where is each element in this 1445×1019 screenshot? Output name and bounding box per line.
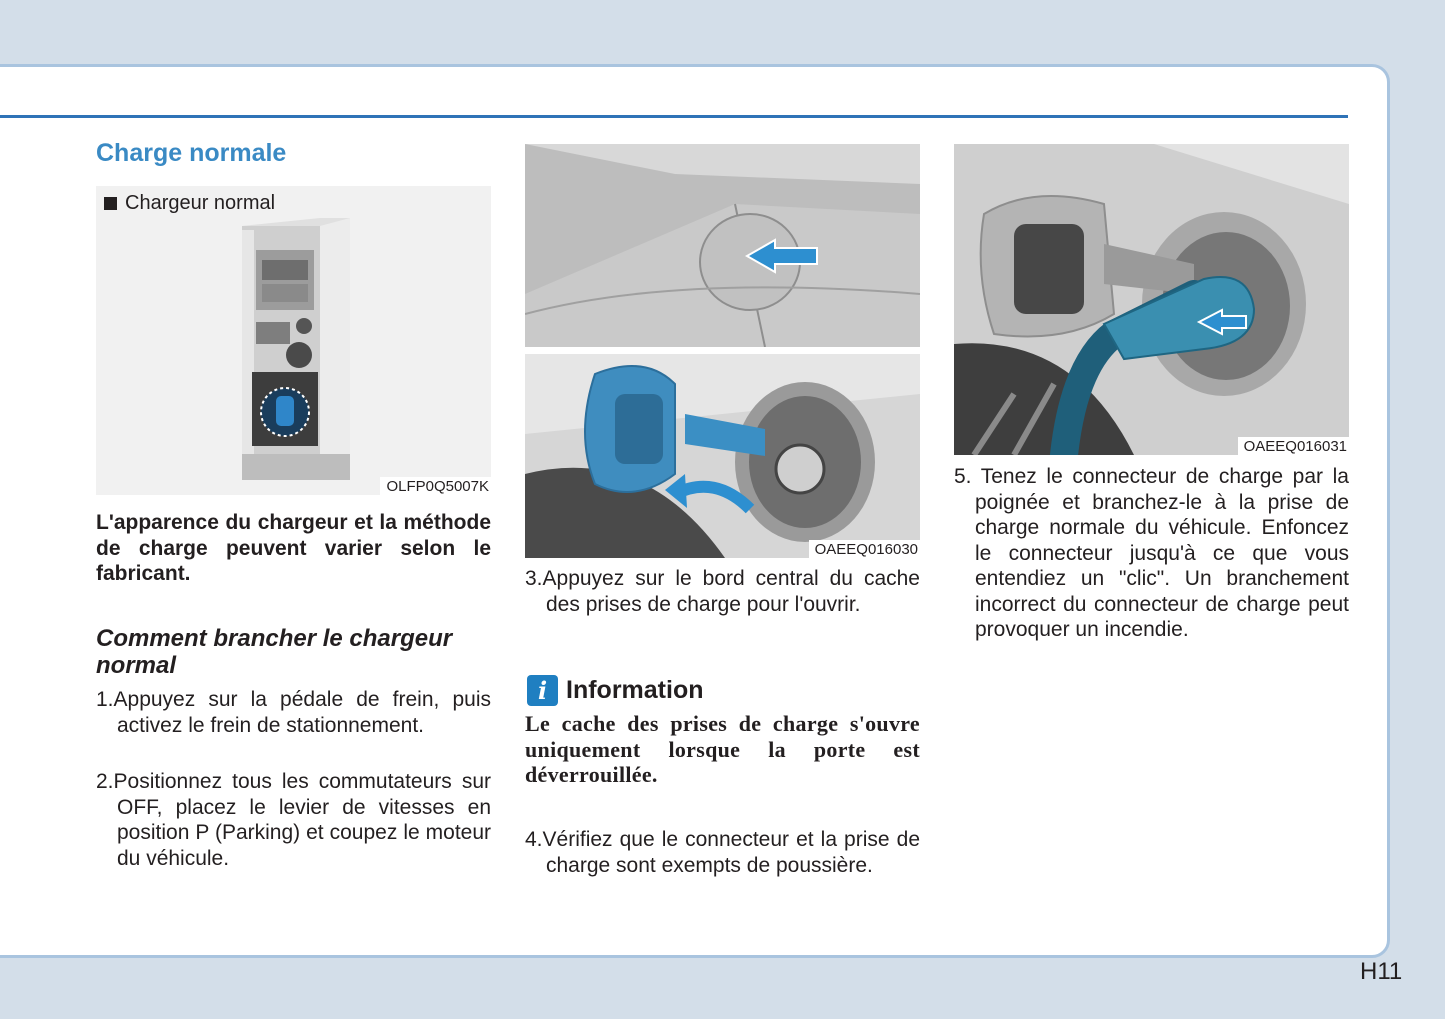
step-2: 2.Positionnez tous les commutateurs sur OFF, placez le levier de vitesses en position P (Parking) et coupez le moteur du véhicule. [96,770,491,870]
figure-code: OAEEQ016031 [1238,437,1349,455]
square-bullet-icon [104,197,117,210]
figure-code: OAEEQ016030 [809,540,920,558]
information-body: Le cache des prises de charge s'ouvre uniquement lorsque la porte est déverrouillée. [525,711,920,787]
charger-illustration [96,186,491,495]
information-title: Information [566,676,704,704]
step-5: 5. Tenez le connecteur de charge par la poignée et branchez-le à la prise de charge normale du véhicule. Enfoncez le connecteur jusqu'à ce que vous entendiez un "clic". Un branchement incorrect du connecteur de charge peut provoquer un incendie. [954,465,1349,641]
howto-title: Comment brancher le chargeur normal [96,625,453,679]
figure-charger [96,186,491,495]
section-title: Charge normale [96,139,287,167]
manufacturer-note: L'apparence du chargeur et la méthode de charge peuvent varier selon le fabricant. [96,511,491,585]
figure-caption-text: Chargeur normal [125,192,276,214]
connector-illustration [954,144,1349,455]
step-4: 4.Vérifiez que le connecteur et la prise de charge sont exempts de poussière. [525,828,920,877]
figure-charge-door [525,144,920,558]
header-rule [0,115,1348,118]
step-1: 1.Appuyez sur la pédale de frein, puis activez le frein de stationnement. [96,688,491,737]
figure-caption [104,192,275,215]
page-number: H11 [1360,958,1403,985]
information-heading [527,675,704,706]
step-3: 3.Appuyez sur le bord central du cache des prises de charge pour l'ouvrir. [525,567,920,616]
figure-code: OLFP0Q5007K [380,477,491,495]
info-icon: i [527,675,558,706]
charge-door-illustration [525,144,920,558]
figure-connector [954,144,1349,455]
